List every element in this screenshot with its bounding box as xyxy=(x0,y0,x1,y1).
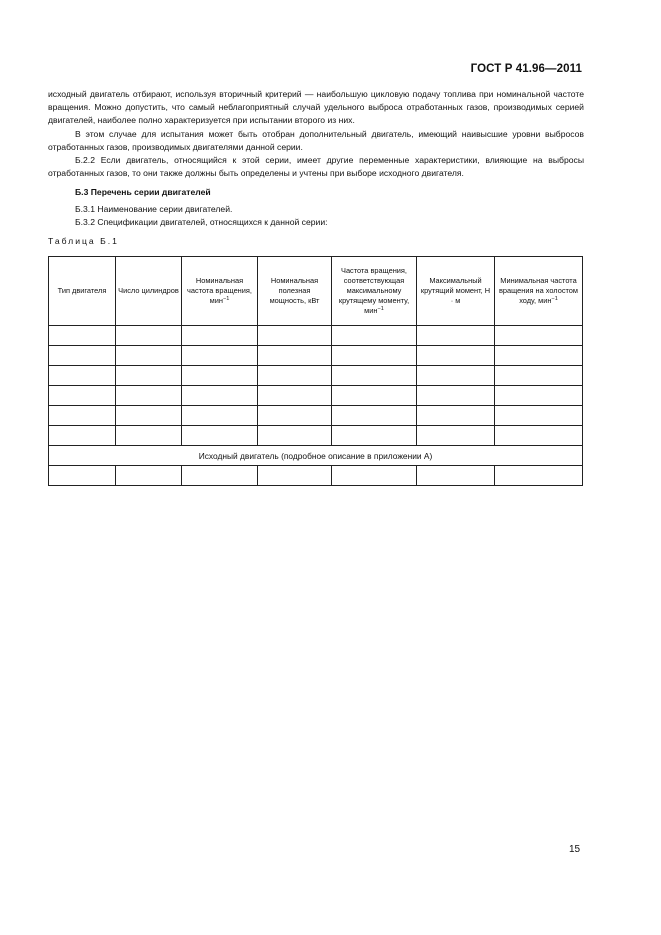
column-header-unit-exponent: −1 xyxy=(377,306,384,312)
table-cell xyxy=(258,386,332,406)
table-cell xyxy=(182,366,258,386)
table-cell xyxy=(182,386,258,406)
table-cell xyxy=(258,466,332,486)
table-cell xyxy=(417,466,495,486)
paragraph-b-3-2: Б.3.2 Спецификации двигателей, относящихся к данной серии: xyxy=(75,216,328,227)
table-cell xyxy=(495,366,583,386)
table-cell xyxy=(116,366,182,386)
column-header xyxy=(49,257,116,326)
table-cell xyxy=(49,426,116,446)
column-header xyxy=(332,257,417,326)
table-cell xyxy=(258,426,332,446)
paragraph-additional-engine: В этом случае для испытания может быть отобран дополнительный двигатель, имеющий наивысшие уровни выбросов отработанных газов, производимых двигателями данной серии. xyxy=(48,128,584,152)
table-cell xyxy=(49,406,116,426)
table-cell xyxy=(417,366,495,386)
table-cell xyxy=(258,406,332,426)
table-cell xyxy=(116,386,182,406)
table-cell xyxy=(49,346,116,366)
table-cell xyxy=(417,426,495,446)
section-title-b-3: Б.3 Перечень серии двигателей xyxy=(75,187,211,198)
table-cell xyxy=(182,426,258,446)
table-caption: Таблица Б.1 xyxy=(48,236,119,246)
table-cell xyxy=(116,466,182,486)
table-cell xyxy=(332,366,417,386)
table-cell xyxy=(49,386,116,406)
table-cell xyxy=(49,466,116,486)
table-cell xyxy=(495,346,583,366)
body-text xyxy=(48,88,584,229)
column-header xyxy=(182,257,258,326)
table-cell xyxy=(332,406,417,426)
table-body xyxy=(49,326,583,486)
paragraph-b-3-1: Б.3.1 Наименование серии двигателей. xyxy=(75,203,233,214)
table-cell xyxy=(417,346,495,366)
table-cell xyxy=(495,466,583,486)
table-cell xyxy=(182,326,258,346)
column-header-label: Частота вращения, соответствующая максимальному крутящему моменту, мин xyxy=(338,266,410,315)
table-cell xyxy=(332,326,417,346)
column-header-label: Номинальная полезная мощность, кВт xyxy=(269,276,320,305)
table-row xyxy=(49,406,583,426)
table-row xyxy=(49,366,583,386)
table-row xyxy=(49,386,583,406)
table-cell xyxy=(332,386,417,406)
table-row xyxy=(49,346,583,366)
table-cell xyxy=(417,386,495,406)
table-cell xyxy=(332,346,417,366)
table-cell xyxy=(495,406,583,426)
table-row xyxy=(49,466,583,486)
column-header-label: Тип двигателя xyxy=(57,286,107,295)
table-cell xyxy=(116,326,182,346)
column-header xyxy=(495,257,583,326)
column-header-label: Минимальная частота вращения на холостом ходу, мин xyxy=(498,276,579,305)
table-cell xyxy=(49,366,116,386)
table-cell xyxy=(116,426,182,446)
table-cell xyxy=(258,326,332,346)
document-code: ГОСТ Р 41.96—2011 xyxy=(470,63,582,75)
table-cell xyxy=(495,326,583,346)
column-header-label: Число цилиндров xyxy=(118,286,179,295)
paragraph-b-2-2: Б.2.2 Если двигатель, относящийся к этой серии, имеет другие переменные характеристики, влияющие на выбросы отработанных газов, то они также должны быть определены и учтены при выборе исходного двигателя. xyxy=(48,155,584,179)
table-row-reference-engine xyxy=(49,446,583,466)
column-header xyxy=(116,257,182,326)
reference-engine-label: Исходный двигатель (подробное описание в приложении А) xyxy=(49,446,583,466)
column-header-unit-exponent: −1 xyxy=(551,296,558,302)
paragraph-continuation: исходный двигатель отбирают, используя вторичный критерий — наибольшую цикловую подачу топлива при номинальной частоте вращения. Можно допустить, что самый неблагоприятный случай удельного выброса отработанных газов, производимых серией двигателей, наиболее полно характеризуется при испытании второго из них. xyxy=(48,89,584,126)
table-cell xyxy=(116,406,182,426)
column-header-label: Максимальный крутящий момент, Н · м xyxy=(420,276,491,305)
table-cell xyxy=(182,406,258,426)
column-header-label: Номинальная частота вращения, мин xyxy=(187,276,252,305)
column-header xyxy=(417,257,495,326)
table-cell xyxy=(258,366,332,386)
table-row xyxy=(49,326,583,346)
table-header-row xyxy=(49,257,583,326)
engine-series-table xyxy=(48,256,583,486)
table-cell xyxy=(182,466,258,486)
table-cell xyxy=(495,386,583,406)
table-cell xyxy=(182,346,258,366)
table-cell xyxy=(495,426,583,446)
table-cell xyxy=(49,326,116,346)
column-header-unit-exponent: −1 xyxy=(222,296,230,302)
table-cell xyxy=(332,466,417,486)
page-number: 15 xyxy=(569,844,581,855)
table-cell xyxy=(116,346,182,366)
table-row xyxy=(49,426,583,446)
table-cell xyxy=(258,346,332,366)
column-header xyxy=(258,257,332,326)
table-cell xyxy=(332,426,417,446)
table-cell xyxy=(417,406,495,426)
table-cell xyxy=(417,326,495,346)
